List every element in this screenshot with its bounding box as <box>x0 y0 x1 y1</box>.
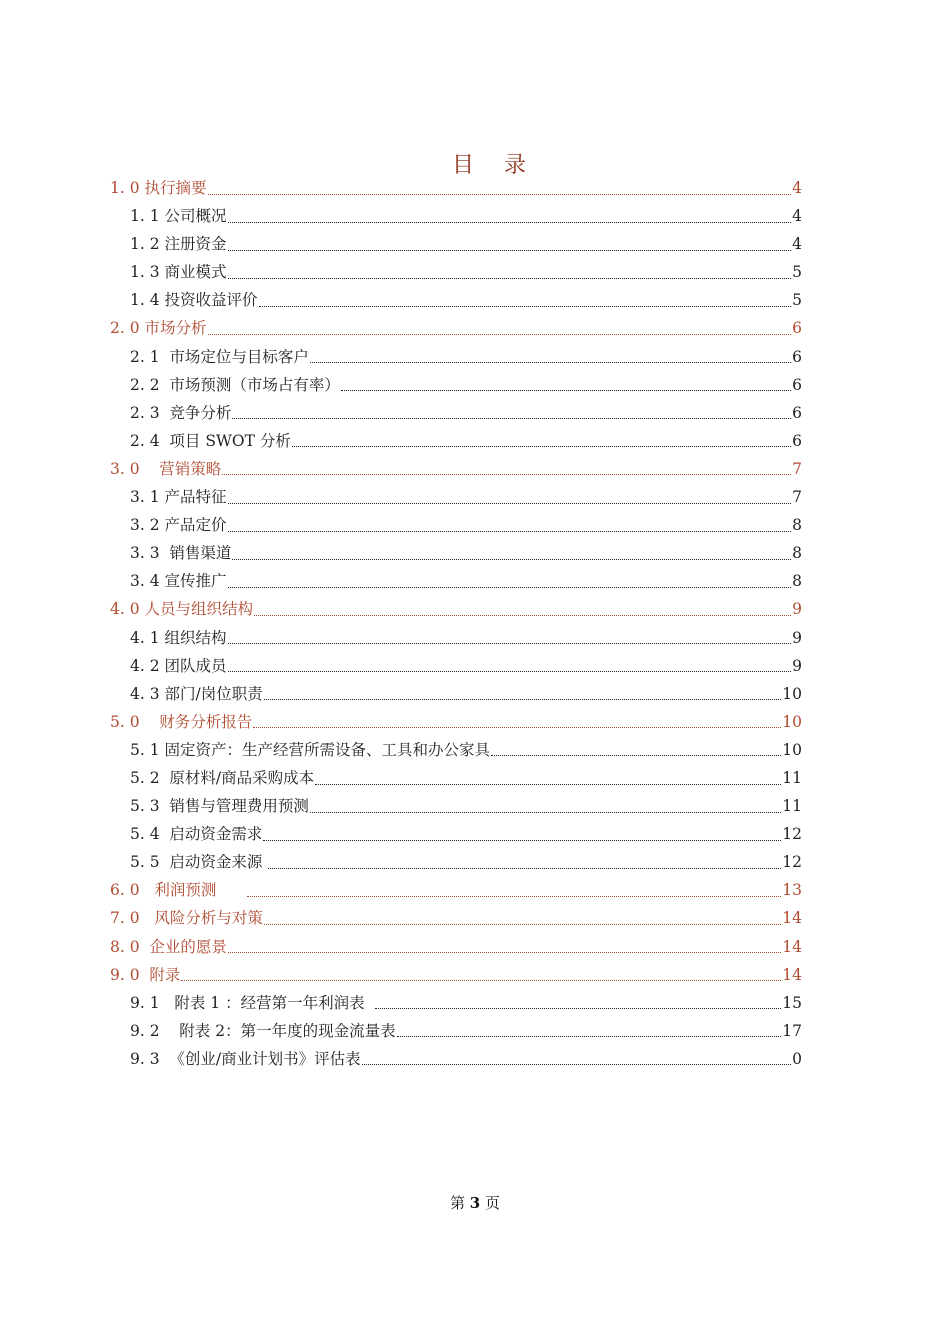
toc-subsection-link[interactable] <box>110 792 802 820</box>
toc-dot-leader <box>259 306 792 307</box>
toc-dot-leader <box>253 727 781 728</box>
toc-dot-leader <box>222 474 791 475</box>
toc-section-link[interactable] <box>110 876 802 904</box>
toc-entry-page-number: 5 <box>792 263 802 282</box>
toc-section-link[interactable] <box>110 708 802 736</box>
toc-subsection-link[interactable] <box>110 764 802 792</box>
toc-section-link[interactable] <box>110 595 802 623</box>
toc-dot-leader <box>228 278 792 279</box>
toc-entry-page-number: 14 <box>782 937 802 956</box>
toc-dot-leader <box>254 615 791 616</box>
toc-entry-page-number: 6 <box>792 431 802 450</box>
toc-dot-leader <box>208 194 792 195</box>
toc-entry-label: 3. 0 营销策略 <box>110 459 222 478</box>
toc-entry-page-number: 6 <box>792 403 802 422</box>
toc-entry-label: 5. 5 启动资金来源 <box>130 853 268 872</box>
toc-entry-label: 4. 1 组织结构 <box>130 628 227 647</box>
toc-entry-page-number: 8 <box>792 572 802 591</box>
toc-entry-label: 2. 4 项目 SWOT 分析 <box>130 431 291 450</box>
toc-entry-label: 9. 3 《创业/商业计划书》评估表 <box>130 1049 361 1068</box>
toc-entry-page-number: 12 <box>782 825 802 844</box>
toc-dot-leader <box>264 699 782 700</box>
toc-entry-label: 2. 0 市场分析 <box>110 319 207 338</box>
toc-dot-leader <box>228 503 792 504</box>
toc-subsection-link[interactable] <box>110 1045 802 1073</box>
toc-entry-label: 8. 0 企业的愿景 <box>110 937 227 956</box>
toc-dot-leader <box>247 896 781 897</box>
toc-subsection-link[interactable] <box>110 567 802 595</box>
toc-entry-page-number: 9 <box>792 628 802 647</box>
toc-entry-page-number: 7 <box>792 459 802 478</box>
toc-dot-leader <box>228 531 792 532</box>
toc-entry-page-number: 11 <box>782 797 802 816</box>
toc-entry-page-number: 9 <box>792 600 802 619</box>
toc-entry-page-number: 5 <box>792 291 802 310</box>
toc-entry-page-number: 4 <box>792 235 802 254</box>
toc-dot-leader <box>491 755 781 756</box>
toc-dot-leader <box>310 362 791 363</box>
toc-entry-page-number: 4 <box>792 207 802 226</box>
toc-entry-page-number: 10 <box>782 684 802 703</box>
toc-entry-label: 1. 2 注册资金 <box>130 235 227 254</box>
toc-entry-label: 7. 0 风险分析与对策 <box>110 909 263 928</box>
toc-entry-page-number: 6 <box>792 375 802 394</box>
toc-subsection-link[interactable] <box>110 1017 802 1045</box>
toc-subsection-link[interactable] <box>110 286 802 314</box>
toc-subsection-link[interactable] <box>110 736 802 764</box>
toc-dot-leader <box>232 559 791 560</box>
toc-entry-label: 3. 4 宣传推广 <box>130 572 227 591</box>
toc-entry-label: 1. 1 公司概况 <box>130 207 227 226</box>
toc-dot-leader <box>397 1036 782 1037</box>
toc-entry-label: 5. 0 财务分析报告 <box>110 712 253 731</box>
toc-entry-label: 1. 4 投资收益评价 <box>130 291 258 310</box>
toc-dot-leader <box>232 418 791 419</box>
toc-section-link[interactable] <box>110 904 802 932</box>
toc-dot-leader <box>228 250 792 251</box>
toc-title-char-1: 目 <box>451 153 474 178</box>
toc-entry-page-number: 8 <box>792 544 802 563</box>
toc-entry-label: 3. 3 销售渠道 <box>130 544 232 563</box>
toc-entry-page-number: 14 <box>782 909 802 928</box>
toc-dot-leader <box>268 868 781 869</box>
toc-entry-page-number: 6 <box>792 347 802 366</box>
toc-entry-label: 3. 2 产品定价 <box>130 516 227 535</box>
toc-entry-page-number: 15 <box>782 993 802 1012</box>
toc-dot-leader <box>181 980 781 981</box>
footer-suffix: 页 <box>485 1194 501 1212</box>
toc-subsection-link[interactable] <box>110 511 802 539</box>
toc-dot-leader <box>341 390 791 391</box>
toc-entry-page-number: 14 <box>782 965 802 984</box>
toc-section-link[interactable] <box>110 174 802 202</box>
footer-prefix: 第 <box>449 1194 465 1212</box>
toc-entry-page-number: 6 <box>792 319 802 338</box>
toc-subsection-link[interactable] <box>110 680 802 708</box>
toc-entry-label: 5. 3 销售与管理费用预测 <box>130 797 309 816</box>
toc-entry-page-number: 0 <box>792 1049 802 1068</box>
toc-dot-leader <box>263 840 781 841</box>
toc-dot-leader <box>264 924 781 925</box>
toc-entry-label: 2. 3 竞争分析 <box>130 403 232 422</box>
toc-entry-label: 2. 1 市场定位与目标客户 <box>130 347 309 366</box>
toc-entry-label: 9. 2 附表 2：第一年度的现金流量表 <box>130 1021 396 1040</box>
toc-entry-page-number: 9 <box>792 656 802 675</box>
toc-dot-leader <box>228 643 792 644</box>
toc-entry-page-number: 12 <box>782 853 802 872</box>
toc-subsection-link[interactable] <box>110 343 802 371</box>
toc-subsection-link[interactable] <box>110 483 802 511</box>
toc-entry-label: 9. 0 附录 <box>110 965 181 984</box>
toc-entry-page-number: 10 <box>782 712 802 731</box>
table-of-contents <box>110 174 802 1073</box>
toc-dot-leader <box>228 952 781 953</box>
toc-entry-label: 5. 1 固定资产：生产经营所需设备、工具和办公家具 <box>130 740 491 759</box>
toc-subsection-link[interactable] <box>110 848 802 876</box>
toc-entry-label: 4. 3 部门/岗位职责 <box>130 684 263 703</box>
toc-entry-page-number: 7 <box>792 488 802 507</box>
toc-subsection-link[interactable] <box>110 624 802 652</box>
toc-dot-leader <box>315 784 781 785</box>
toc-entry-label: 1. 0 执行摘要 <box>110 179 207 197</box>
toc-entry-page-number: 17 <box>782 1021 802 1040</box>
toc-entry-label: 1. 3 商业模式 <box>130 263 227 282</box>
toc-title-char-2: 录 <box>504 153 527 178</box>
toc-dot-leader <box>228 671 792 672</box>
toc-entry-page-number: 4 <box>792 179 802 197</box>
toc-entry-label: 2. 2 市场预测（市场占有率） <box>130 375 340 394</box>
page-footer <box>0 1192 950 1213</box>
toc-dot-leader <box>292 446 791 447</box>
toc-subsection-link[interactable] <box>110 427 802 455</box>
toc-entry-label: 5. 2 原材料/商品采购成本 <box>130 768 315 787</box>
page-number: 3 <box>469 1194 481 1212</box>
toc-subsection-link[interactable] <box>110 230 802 258</box>
toc-entry-label: 3. 1 产品特征 <box>130 488 227 507</box>
toc-entry-page-number: 11 <box>782 768 802 787</box>
toc-subsection-link[interactable] <box>110 399 802 427</box>
toc-dot-leader <box>228 587 792 588</box>
toc-dot-leader <box>208 334 792 335</box>
toc-entry-label: 4. 2 团队成员 <box>130 656 227 675</box>
toc-entry-label: 5. 4 启动资金需求 <box>130 825 263 844</box>
toc-section-link[interactable] <box>110 961 802 989</box>
toc-subsection-link[interactable] <box>110 652 802 680</box>
toc-dot-leader <box>375 1008 781 1009</box>
toc-subsection-link[interactable] <box>110 820 802 848</box>
toc-subsection-link[interactable] <box>110 539 802 567</box>
toc-subsection-link[interactable] <box>110 202 802 230</box>
toc-subsection-link[interactable] <box>110 371 802 399</box>
toc-section-link[interactable] <box>110 933 802 961</box>
toc-entry-page-number: 13 <box>782 881 802 900</box>
toc-entry-page-number: 8 <box>792 516 802 535</box>
toc-dot-leader <box>310 812 781 813</box>
toc-entry-label: 6. 0 利润预测 <box>110 881 246 900</box>
toc-entry-label: 4. 0 人员与组织结构 <box>110 600 254 619</box>
toc-entry-page-number: 10 <box>782 740 802 759</box>
toc-subsection-link[interactable] <box>110 989 802 1017</box>
toc-dot-leader <box>362 1064 791 1065</box>
toc-entry-label: 9. 1 附表 1 ：经营第一年利润表 <box>130 993 375 1012</box>
toc-dot-leader <box>228 222 792 223</box>
toc-section-link[interactable] <box>110 455 802 483</box>
toc-subsection-link[interactable] <box>110 258 802 286</box>
toc-section-link[interactable] <box>110 314 802 342</box>
